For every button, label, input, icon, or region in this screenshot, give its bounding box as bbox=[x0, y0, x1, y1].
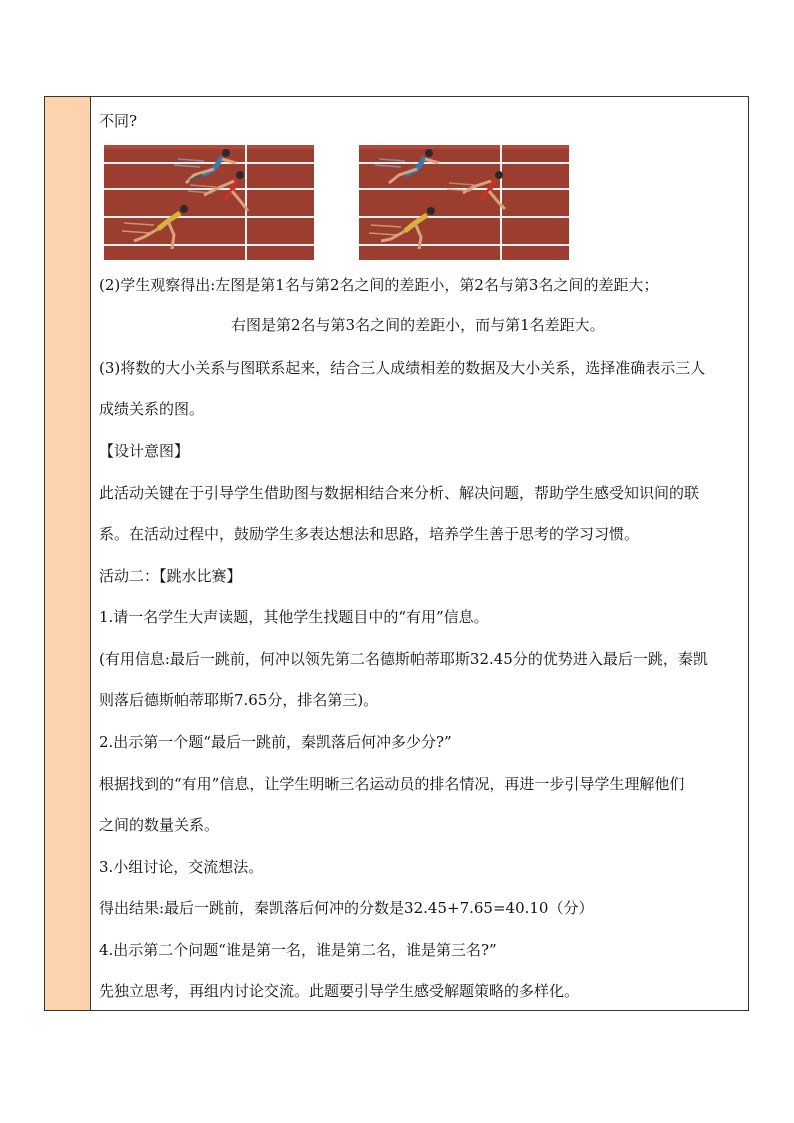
text-line-13: 2.出示第一个题“最后一跳前，秦凯落后何冲多少分?” bbox=[99, 733, 452, 751]
text-line-5: 成绩关系的图。 bbox=[99, 400, 205, 418]
lesson-table bbox=[44, 96, 749, 1011]
text-line-14: 根据找到的“有用”信息，让学生明晰三名运动员的排名情况，再进一步引导学生理解他们 bbox=[99, 775, 685, 793]
text-line-10: 1.请一名学生大声读题，其他学生找题目中的“有用”信息。 bbox=[99, 608, 489, 626]
text-line-8: 系。在活动过程中，鼓励学生多表达想法和思路，培养学生善于思考的学习习惯。 bbox=[99, 525, 640, 543]
table-side-column bbox=[45, 97, 91, 1010]
text-line-4: (3)将数的大小关系与图联系起来，结合三人成绩相差的数据及大小关系，选择准确表示三人 bbox=[99, 359, 706, 377]
text-line-1: 不同? bbox=[99, 112, 138, 130]
text-line-16: 3.小组讨论，交流想法。 bbox=[99, 858, 264, 876]
text-line-2: (2)学生观察得出:左图是第1名与第2名之间的差距小，第2名与第3名之间的差距大； bbox=[99, 276, 659, 294]
activity-two-heading: 活动二：【跳水比赛】 bbox=[99, 567, 242, 585]
text-line-12: 则落后德斯帕蒂耶斯7.65分，排名第三)。 bbox=[99, 691, 379, 709]
table-content-cell bbox=[91, 97, 748, 1010]
text-line-19: 先独立思考，再组内讨论交流。此题要引导学生感受解题策略的多样化。 bbox=[99, 982, 580, 1000]
text-line-11: (有用信息:最后一跳前，何冲以领先第二名德斯帕蒂耶斯32.45分的优势进入最后一跳，秦凯 bbox=[99, 650, 708, 668]
race-image-left bbox=[104, 145, 314, 260]
section-heading-design-intent: 【设计意图】 bbox=[99, 442, 190, 460]
race-image-right bbox=[359, 145, 569, 260]
text-line-17: 得出结果:最后一跳前，秦凯落后何冲的分数是32.45+7.65=40.10（分） bbox=[99, 899, 594, 917]
text-line-7: 此活动关键在于引导学生借助图与数据相结合来分析、解决问题，帮助学生感受知识间的联 bbox=[99, 484, 700, 502]
text-line-3: 右图是第2名与第3名之间的差距小，而与第1名差距大。 bbox=[231, 316, 605, 334]
text-line-18: 4.出示第二个问题“谁是第一名，谁是第二名，谁是第三名?” bbox=[99, 941, 497, 959]
race-images bbox=[104, 145, 574, 260]
text-line-15: 之间的数量关系。 bbox=[99, 816, 220, 834]
